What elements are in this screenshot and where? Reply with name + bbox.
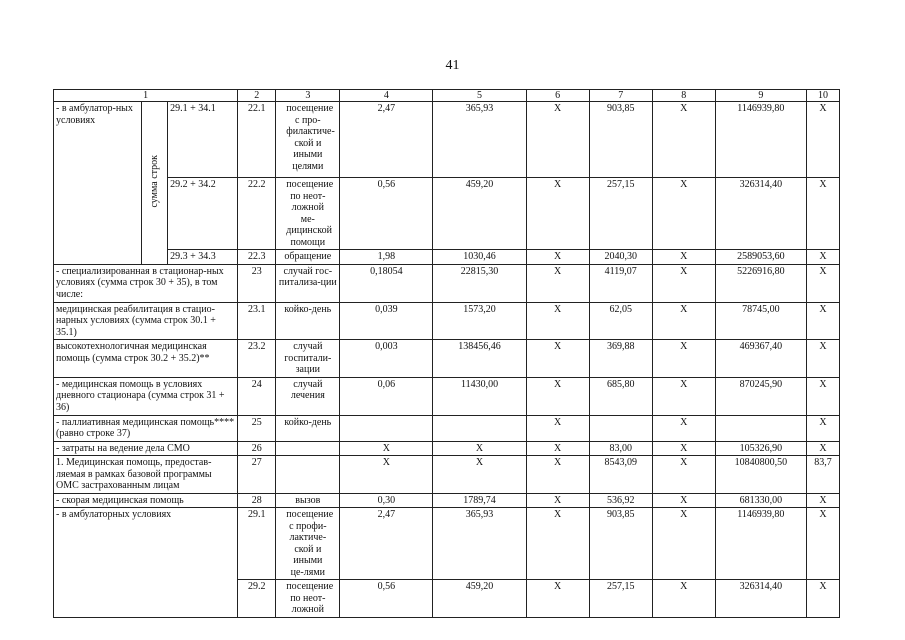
row-name: 1. Медицинская помощь, предостав-ляемая в рамках базовой программы ОМС застрахованным лицам — [54, 456, 238, 494]
cell-col10: X — [806, 250, 839, 265]
cell-col8: X — [652, 508, 715, 580]
cell-col6: X — [526, 415, 589, 441]
header-cell: 3 — [276, 90, 340, 102]
data-table — [53, 89, 840, 618]
row-unit: случай лечения — [276, 377, 340, 415]
cell-col8: X — [652, 340, 715, 378]
cell-col6: X — [526, 102, 589, 178]
row-name: - в амбулатор-ных условиях — [54, 102, 142, 265]
cell-col8: X — [652, 264, 715, 302]
row-unit: посещение с про-филактиче-ской и иными целями — [276, 102, 340, 178]
cell-col8: X — [652, 377, 715, 415]
cell-col9: 5226916,80 — [715, 264, 806, 302]
header-row — [54, 90, 840, 102]
cell-col5: 1573,20 — [433, 302, 526, 340]
row-code: 24 — [238, 377, 276, 415]
cell-col9: 1146939,80 — [715, 508, 806, 580]
header-cell: 6 — [526, 90, 589, 102]
table-row — [54, 102, 840, 178]
cell-col8: X — [652, 415, 715, 441]
table-row — [54, 302, 840, 340]
cell-col8: X — [652, 580, 715, 618]
row-code: 27 — [238, 456, 276, 494]
cell-col5: 1789,74 — [433, 493, 526, 508]
cell-col8: X — [652, 102, 715, 178]
row-unit: койко-день — [276, 415, 340, 441]
row-unit: посещение по неот-ложной — [276, 580, 340, 618]
row-name: медицинская реабилитация в стацио-нарных условиях (сумма строк 30.1 + 35.1) — [54, 302, 238, 340]
cell-col9: 469367,40 — [715, 340, 806, 378]
table-row — [54, 415, 840, 441]
row-code: 22.2 — [238, 178, 276, 250]
cell-col5: 459,20 — [433, 580, 526, 618]
cell-col7 — [589, 415, 652, 441]
cell-col4: 1,98 — [340, 250, 433, 265]
cell-col7: 8543,09 — [589, 456, 652, 494]
cell-col6: X — [526, 580, 589, 618]
cell-col10: X — [806, 377, 839, 415]
row-code: 28 — [238, 493, 276, 508]
cell-col5: X — [433, 441, 526, 456]
row-code: 25 — [238, 415, 276, 441]
table-row — [54, 264, 840, 302]
cell-col8: X — [652, 493, 715, 508]
cell-col4: 0,039 — [340, 302, 433, 340]
cell-col5: 138456,46 — [433, 340, 526, 378]
row-sum: 29.3 + 34.3 — [168, 250, 238, 265]
cell-col7: 903,85 — [589, 102, 652, 178]
cell-col6: X — [526, 456, 589, 494]
cell-col6: X — [526, 508, 589, 580]
cell-col4: 0,30 — [340, 493, 433, 508]
row-name: - затраты на ведение дела СМО — [54, 441, 238, 456]
cell-col8: X — [652, 250, 715, 265]
cell-col10: X — [806, 508, 839, 580]
table-row — [54, 377, 840, 415]
cell-col10: X — [806, 415, 839, 441]
row-name: - специализированная в стационар-ных условиях (сумма строк 30 + 35), в том числе: — [54, 264, 238, 302]
cell-col7: 83,00 — [589, 441, 652, 456]
row-unit — [276, 441, 340, 456]
cell-col5 — [433, 415, 526, 441]
cell-col9: 870245,90 — [715, 377, 806, 415]
row-name: - медицинская помощь в условиях дневного стационара (сумма строк 31 + 36) — [54, 377, 238, 415]
table-row — [54, 441, 840, 456]
page-number: 41 — [445, 58, 460, 73]
cell-col7: 536,92 — [589, 493, 652, 508]
cell-col10: X — [806, 178, 839, 250]
row-unit: обращение — [276, 250, 340, 265]
row-unit: случай гос-питализа-ции — [276, 264, 340, 302]
row-name: высокотехнологичная медицинская помощь (сумма строк 30.2 + 35.2)** — [54, 340, 238, 378]
cell-col10: X — [806, 302, 839, 340]
cell-col10: 83,7 — [806, 456, 839, 494]
table-row — [54, 340, 840, 378]
cell-col6: X — [526, 493, 589, 508]
table-row — [54, 456, 840, 494]
header-cell: 9 — [715, 90, 806, 102]
cell-col4: 0,06 — [340, 377, 433, 415]
cell-col8: X — [652, 302, 715, 340]
sum-rows-text: сумма строк — [148, 154, 160, 208]
cell-col5: 11430,00 — [433, 377, 526, 415]
cell-col9: 10840800,50 — [715, 456, 806, 494]
cell-col5: 365,93 — [433, 508, 526, 580]
header-cell: 10 — [806, 90, 839, 102]
table-row — [54, 493, 840, 508]
header-cell: 8 — [652, 90, 715, 102]
cell-col9: 1146939,80 — [715, 102, 806, 178]
sum-rows-label — [142, 102, 168, 265]
row-unit: посещение с профи-лактиче-ской и иными це-лями — [276, 508, 340, 580]
row-code: 23.1 — [238, 302, 276, 340]
cell-col7: 257,15 — [589, 580, 652, 618]
row-name: - в амбулаторных условиях — [54, 508, 238, 618]
cell-col4: 2,47 — [340, 102, 433, 178]
row-name: - паллиативная медицинская помощь**** (равно строке 37) — [54, 415, 238, 441]
cell-col7: 257,15 — [589, 178, 652, 250]
header-cell: 7 — [589, 90, 652, 102]
row-unit — [276, 456, 340, 494]
header-cell: 1 — [54, 90, 238, 102]
row-code: 29.1 — [238, 508, 276, 580]
cell-col6: X — [526, 264, 589, 302]
row-unit: вызов — [276, 493, 340, 508]
cell-col7: 4119,07 — [589, 264, 652, 302]
cell-col6: X — [526, 250, 589, 265]
cell-col4: X — [340, 456, 433, 494]
cell-col10: X — [806, 580, 839, 618]
row-sum: 29.2 + 34.2 — [168, 178, 238, 250]
row-unit: случай госпитали-зации — [276, 340, 340, 378]
row-code: 22.3 — [238, 250, 276, 265]
cell-col6: X — [526, 302, 589, 340]
cell-col4: 0,18054 — [340, 264, 433, 302]
cell-col6: X — [526, 441, 589, 456]
cell-col4: X — [340, 441, 433, 456]
cell-col6: X — [526, 178, 589, 250]
row-code: 22.1 — [238, 102, 276, 178]
table-row — [54, 508, 840, 580]
cell-col8: X — [652, 441, 715, 456]
cell-col9: 78745,00 — [715, 302, 806, 340]
cell-col10: X — [806, 264, 839, 302]
cell-col8: X — [652, 178, 715, 250]
cell-col9: 105326,90 — [715, 441, 806, 456]
cell-col5: 1030,46 — [433, 250, 526, 265]
cell-col10: X — [806, 340, 839, 378]
cell-col7: 369,88 — [589, 340, 652, 378]
cell-col8: X — [652, 456, 715, 494]
cell-col9 — [715, 415, 806, 441]
header-cell: 4 — [340, 90, 433, 102]
cell-col10: X — [806, 441, 839, 456]
row-name: - скорая медицинская помощь — [54, 493, 238, 508]
cell-col5: 459,20 — [433, 178, 526, 250]
cell-col4: 0,003 — [340, 340, 433, 378]
cell-col4: 0,56 — [340, 178, 433, 250]
row-code: 23 — [238, 264, 276, 302]
cell-col9: 326314,40 — [715, 178, 806, 250]
cell-col4 — [340, 415, 433, 441]
table-row — [54, 178, 840, 250]
cell-col5: 365,93 — [433, 102, 526, 178]
header-cell: 2 — [238, 90, 276, 102]
cell-col10: X — [806, 493, 839, 508]
cell-col4: 2,47 — [340, 508, 433, 580]
cell-col9: 2589053,60 — [715, 250, 806, 265]
cell-col7: 62,05 — [589, 302, 652, 340]
cell-col4: 0,56 — [340, 580, 433, 618]
cell-col9: 326314,40 — [715, 580, 806, 618]
table-row — [54, 250, 840, 265]
cell-col6: X — [526, 377, 589, 415]
cell-col5: X — [433, 456, 526, 494]
cell-col5: 22815,30 — [433, 264, 526, 302]
cell-col9: 681330,00 — [715, 493, 806, 508]
cell-col6: X — [526, 340, 589, 378]
row-code: 26 — [238, 441, 276, 456]
row-unit: койко-день — [276, 302, 340, 340]
cell-col7: 903,85 — [589, 508, 652, 580]
cell-col7: 2040,30 — [589, 250, 652, 265]
row-code: 29.2 — [238, 580, 276, 618]
cell-col10: X — [806, 102, 839, 178]
cell-col7: 685,80 — [589, 377, 652, 415]
row-code: 23.2 — [238, 340, 276, 378]
row-unit: посещение по неот-ложной ме-дицинской помощи — [276, 178, 340, 250]
header-cell: 5 — [433, 90, 526, 102]
row-sum: 29.1 + 34.1 — [168, 102, 238, 178]
